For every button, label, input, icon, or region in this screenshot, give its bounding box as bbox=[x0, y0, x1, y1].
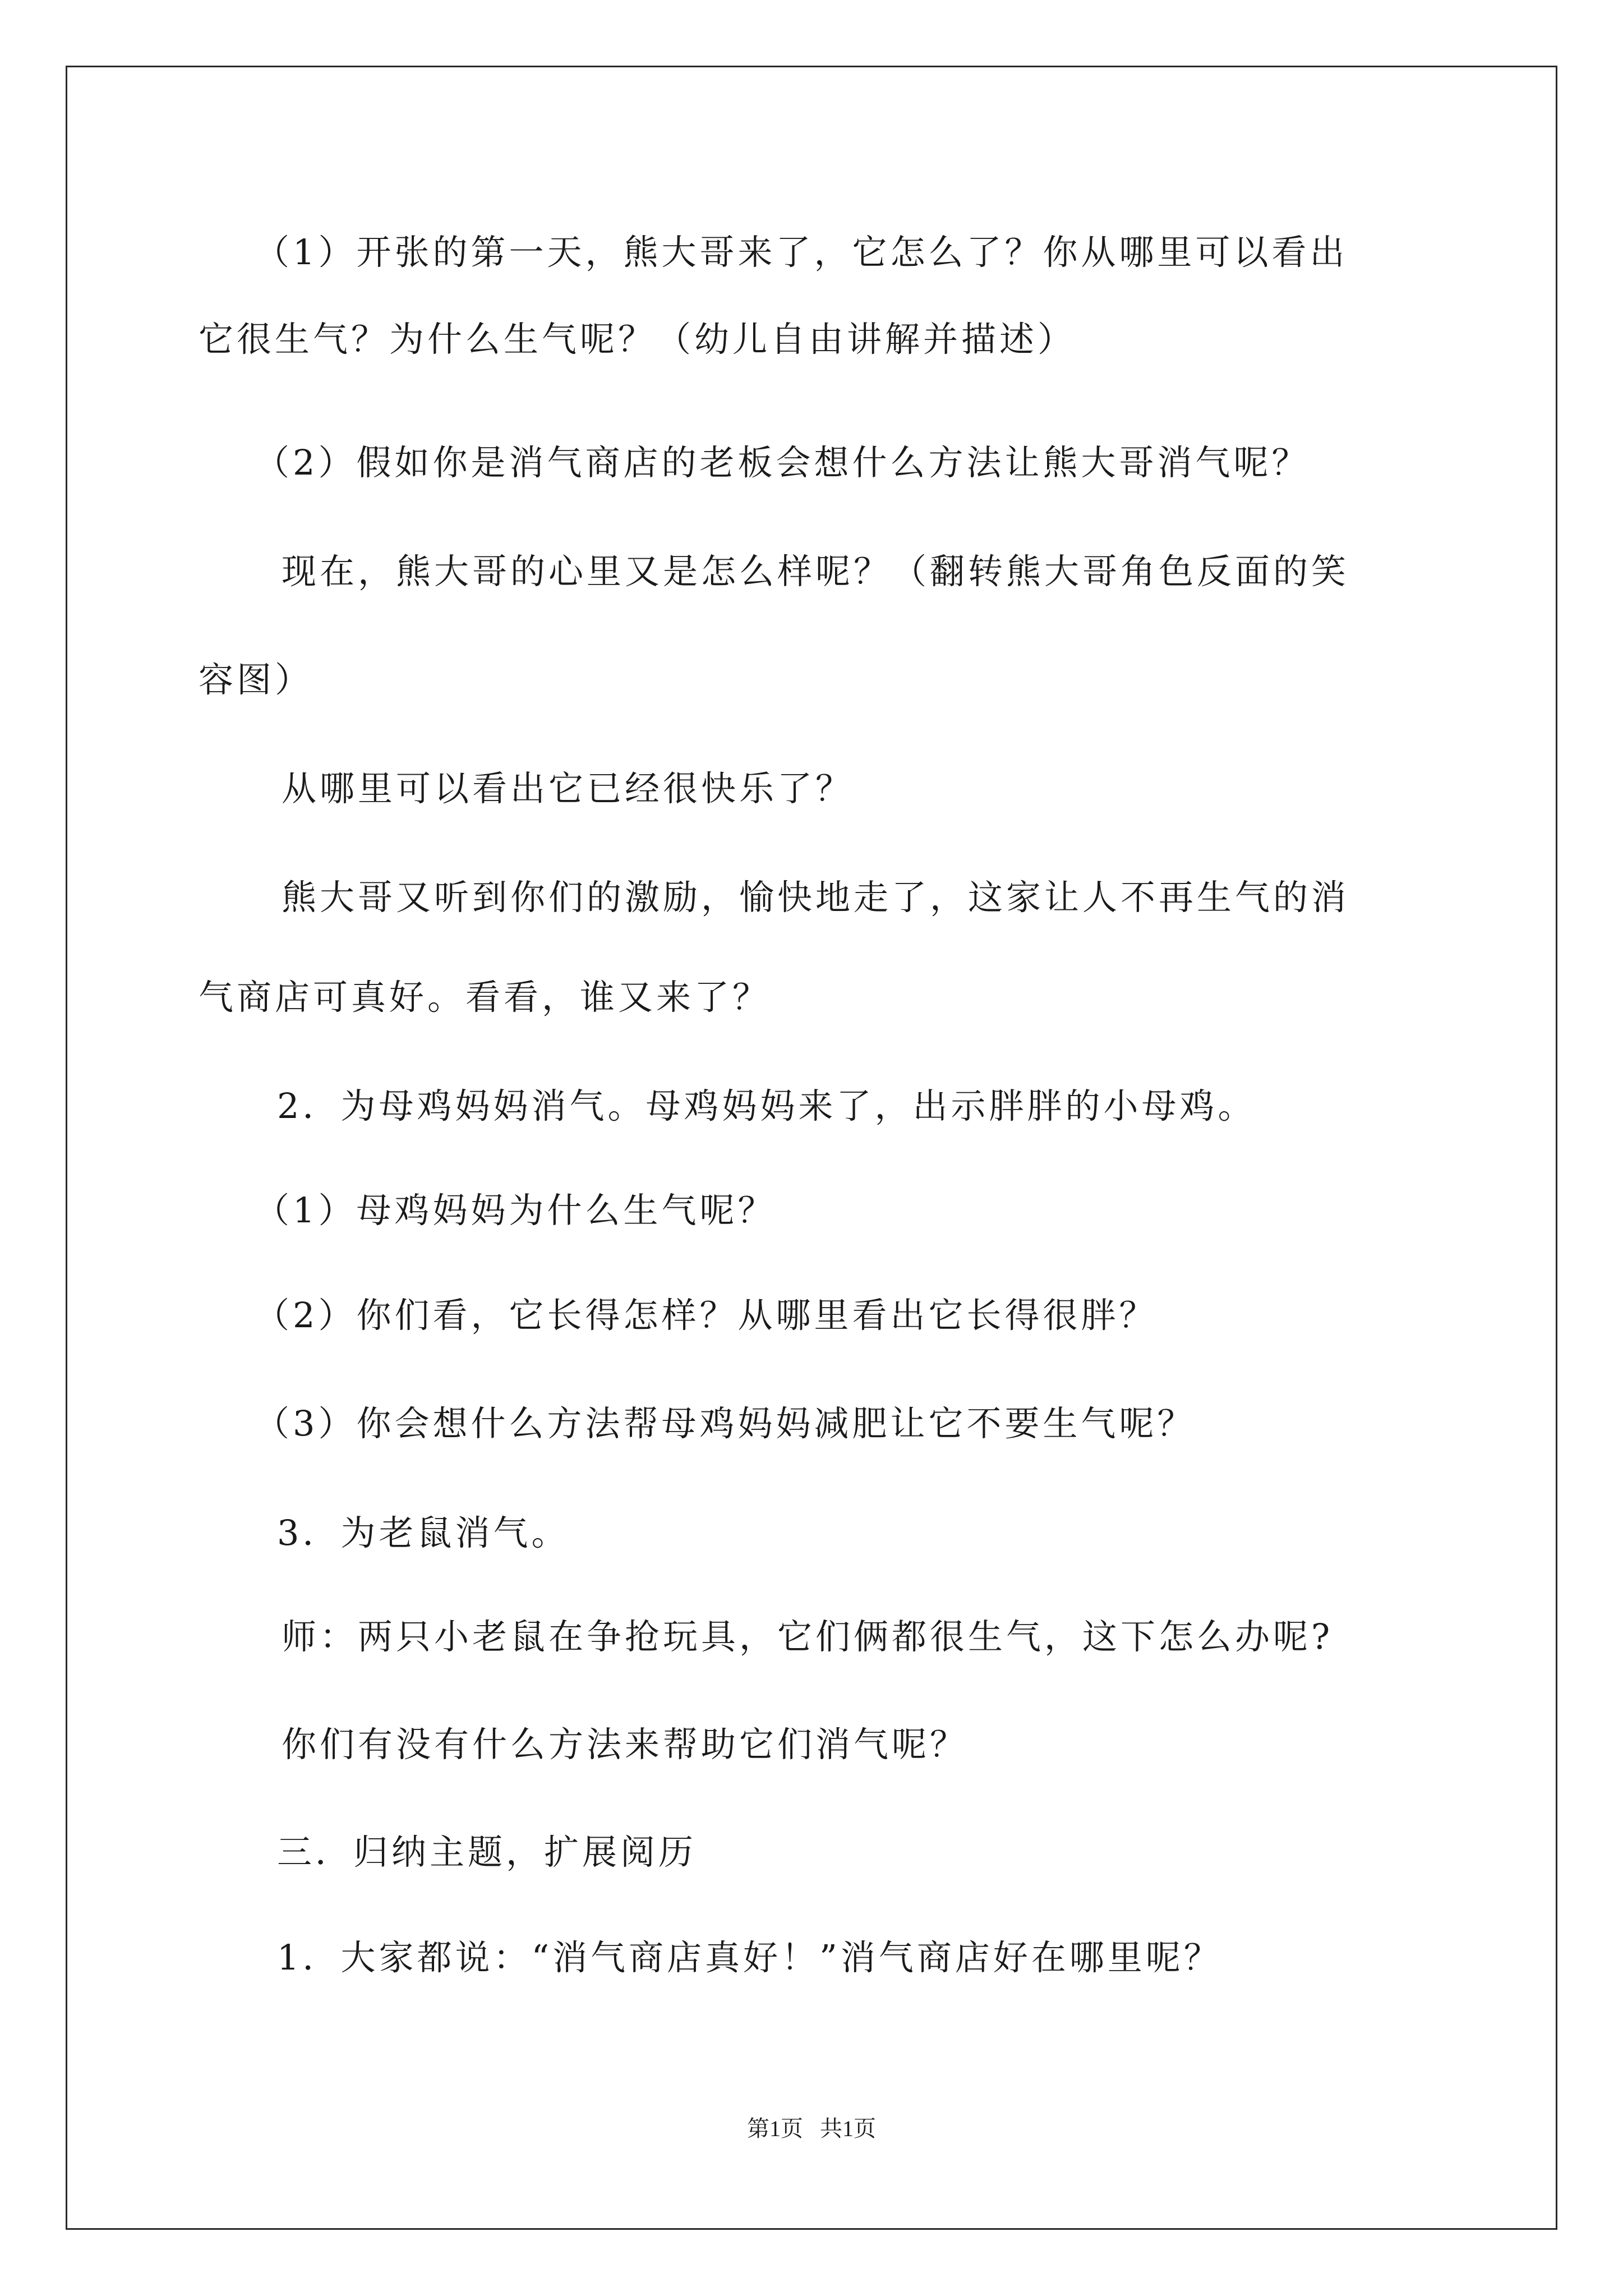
paragraph-line: （1）开张的第一天，熊大哥来了，它怎么了？你从哪里可以看出 bbox=[255, 232, 1348, 273]
paragraph-line: 现在，熊大哥的心里又是怎么样呢？（翻转熊大哥角色反面的笑 bbox=[282, 551, 1350, 592]
page-total: 共1页 bbox=[820, 2116, 876, 2141]
paragraph-line: 师：两只小老鼠在争抢玩具，它们俩都很生气，这下怎么办呢? bbox=[282, 1616, 1334, 1657]
paragraph-line: 它很生气？为什么生气呢？（幼儿自由讲解并描述） bbox=[199, 319, 1076, 360]
paragraph-line: 你们有没有什么方法来帮助它们消气呢？ bbox=[282, 1724, 969, 1765]
paragraph-line: 熊大哥又听到你们的激励，愉快地走了，这家让人不再生气的消 bbox=[282, 877, 1350, 918]
page-footer bbox=[0, 2115, 1623, 2143]
paragraph-line: （1）母鸡妈妈为什么生气呢？ bbox=[255, 1190, 776, 1231]
paragraph-line: 从哪里可以看出它已经很快乐了？ bbox=[282, 768, 854, 809]
paragraph-line: （2）你们看，它长得怎样？从哪里看出它长得很胖？ bbox=[255, 1295, 1158, 1336]
paragraph-line: （3）你会想什么方法帮母鸡妈妈减肥让它不要生气呢？ bbox=[255, 1403, 1196, 1444]
paragraph-line: 气商店可真好。看看，谁又来了？ bbox=[199, 977, 771, 1018]
paragraph-line: 3．为老鼠消气。 bbox=[277, 1512, 570, 1553]
page-number: 第1页 bbox=[747, 2116, 803, 2141]
paragraph-line: 1．大家都说：“消气商店真好！”消气商店好在哪里呢？ bbox=[277, 1937, 1222, 1978]
paragraph-line: 2．为母鸡妈妈消气。母鸡妈妈来了，出示胖胖的小母鸡。 bbox=[277, 1085, 1256, 1126]
paragraph-line: 容图） bbox=[199, 659, 313, 700]
paragraph-line: （2）假如你是消气商店的老板会想什么方法让熊大哥消气呢？ bbox=[255, 442, 1310, 483]
paragraph-line: 三．归纳主题，扩展阅历 bbox=[277, 1832, 697, 1872]
page-border bbox=[66, 66, 1557, 2230]
